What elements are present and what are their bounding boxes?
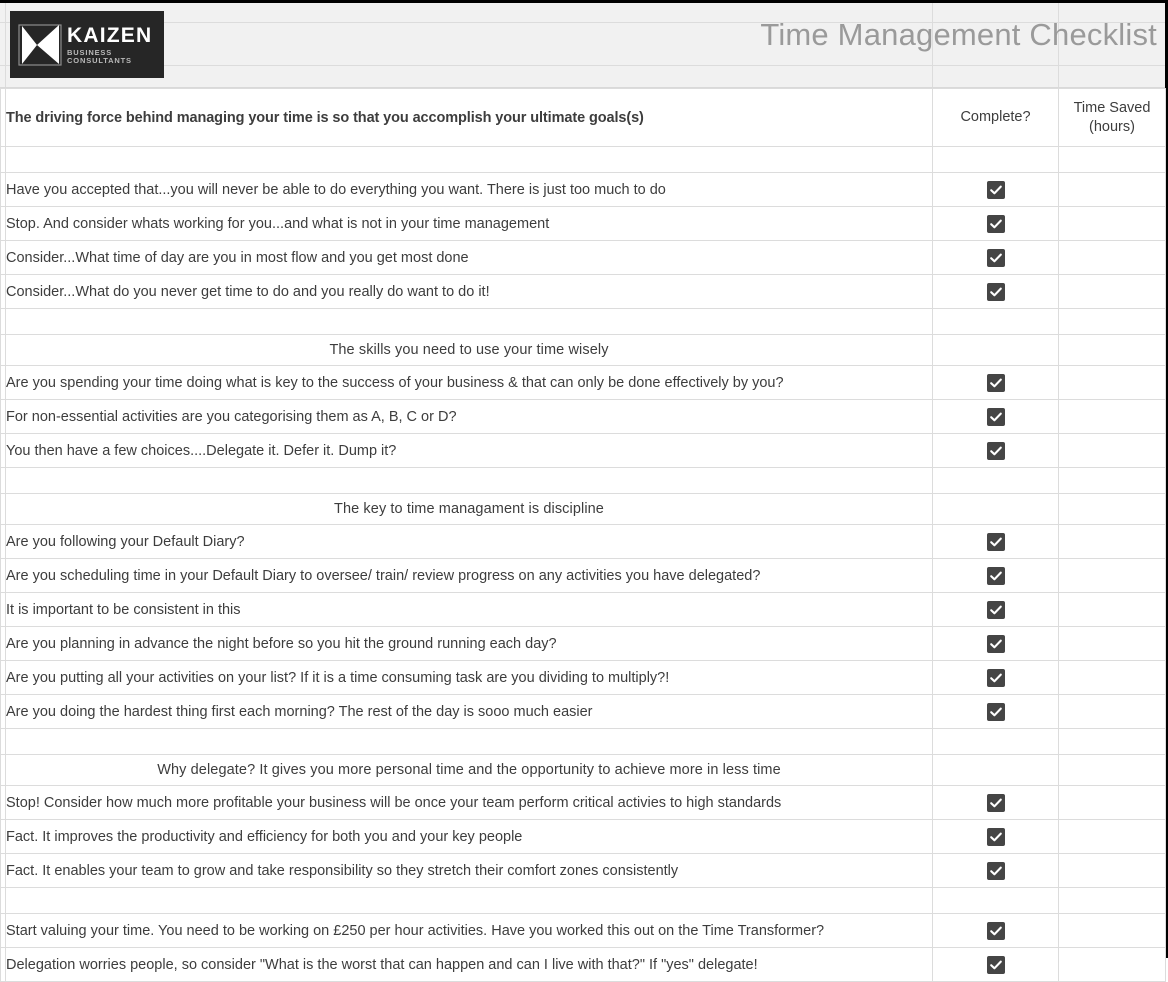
time-saved-cell[interactable] bbox=[1059, 400, 1166, 434]
empty-cell bbox=[6, 309, 933, 335]
checkmark-icon[interactable] bbox=[987, 669, 1005, 687]
spacer-row bbox=[1, 309, 1166, 335]
complete-checkbox-cell[interactable] bbox=[933, 854, 1059, 888]
checklist-item-text[interactable]: Stop. And consider whats working for you...and what is not in your time management bbox=[6, 207, 933, 241]
checklist-row bbox=[1, 525, 1166, 559]
time-saved-cell[interactable] bbox=[1059, 434, 1166, 468]
complete-checkbox-cell[interactable] bbox=[933, 434, 1059, 468]
section-blank-time bbox=[1059, 335, 1166, 366]
time-saved-cell[interactable] bbox=[1059, 525, 1166, 559]
section-blank-time bbox=[1059, 755, 1166, 786]
empty-cell bbox=[933, 729, 1059, 755]
time-saved-cell[interactable] bbox=[1059, 695, 1166, 729]
complete-checkbox-cell[interactable] bbox=[933, 948, 1059, 982]
time-saved-line-2: (hours) bbox=[1089, 118, 1135, 135]
section-blank-complete bbox=[933, 755, 1059, 786]
checklist-row bbox=[1, 854, 1166, 888]
checklist-item-text[interactable]: Fact. It improves the productivity and efficiency for both you and your key people bbox=[6, 820, 933, 854]
complete-checkbox-cell[interactable] bbox=[933, 914, 1059, 948]
checkmark-icon[interactable] bbox=[987, 828, 1005, 846]
document-banner bbox=[0, 3, 1165, 88]
checkmark-icon[interactable] bbox=[987, 181, 1005, 199]
time-saved-cell[interactable] bbox=[1059, 275, 1166, 309]
time-saved-cell[interactable] bbox=[1059, 914, 1166, 948]
column-header-complete: Complete? bbox=[933, 89, 1059, 147]
checkmark-icon[interactable] bbox=[987, 283, 1005, 301]
time-saved-cell[interactable] bbox=[1059, 241, 1166, 275]
driving-force-statement: The driving force behind managing your time is so that you accomplish your ultimate goals(s) bbox=[6, 89, 933, 147]
time-saved-line-1: Time Saved bbox=[1073, 100, 1151, 117]
column-header-time-saved bbox=[1059, 89, 1166, 147]
checklist-item-text[interactable]: Consider...What time of day are you in most flow and you get most done bbox=[6, 241, 933, 275]
empty-cell bbox=[933, 888, 1059, 914]
table-header-row bbox=[1, 89, 1166, 147]
spacer-row bbox=[1, 888, 1166, 914]
section-heading-row bbox=[1, 335, 1166, 366]
section-blank-complete bbox=[933, 494, 1059, 525]
empty-cell bbox=[1059, 147, 1166, 173]
empty-cell bbox=[6, 147, 933, 173]
checklist-item-text[interactable]: Fact. It enables your team to grow and take responsibility so they stretch their comfort zones consistently bbox=[6, 854, 933, 888]
checklist-item-text[interactable]: Are you spending your time doing what is key to the success of your business & that can only be done effectively by you? bbox=[6, 366, 933, 400]
section-heading: The skills you need to use your time wisely bbox=[6, 335, 933, 366]
section-heading-row bbox=[1, 494, 1166, 525]
checklist-row bbox=[1, 661, 1166, 695]
kaizen-brand-name: KAIZEN bbox=[67, 24, 153, 47]
checkmark-icon[interactable] bbox=[987, 567, 1005, 585]
complete-checkbox-cell[interactable] bbox=[933, 627, 1059, 661]
checklist-item-text[interactable]: Are you putting all your activities on your list? If it is a time consuming task are you dividing to multiply?! bbox=[6, 661, 933, 695]
checklist-row bbox=[1, 207, 1166, 241]
checkmark-icon[interactable] bbox=[987, 635, 1005, 653]
time-saved-cell[interactable] bbox=[1059, 627, 1166, 661]
time-saved-cell[interactable] bbox=[1059, 786, 1166, 820]
checklist-item-text[interactable]: Consider...What do you never get time to do and you really do want to do it! bbox=[6, 275, 933, 309]
checklist-table bbox=[0, 88, 1166, 982]
spacer-row bbox=[1, 468, 1166, 494]
checkmark-icon[interactable] bbox=[987, 215, 1005, 233]
time-saved-cell[interactable] bbox=[1059, 366, 1166, 400]
checklist-item-text[interactable]: Have you accepted that...you will never be able to do everything you want. There is just too much to do bbox=[6, 173, 933, 207]
checklist-row bbox=[1, 820, 1166, 854]
complete-checkbox-cell[interactable] bbox=[933, 207, 1059, 241]
checklist-row bbox=[1, 914, 1166, 948]
checkmark-icon[interactable] bbox=[987, 408, 1005, 426]
complete-checkbox-cell[interactable] bbox=[933, 400, 1059, 434]
checklist-row bbox=[1, 434, 1166, 468]
checklist-row bbox=[1, 627, 1166, 661]
checkmark-icon[interactable] bbox=[987, 922, 1005, 940]
checklist-item-text[interactable]: Are you doing the hardest thing first each morning? The rest of the day is sooo much easier bbox=[6, 695, 933, 729]
time-saved-cell[interactable] bbox=[1059, 820, 1166, 854]
document-title: Time Management Checklist bbox=[760, 17, 1157, 52]
checklist-row bbox=[1, 366, 1166, 400]
checkmark-icon[interactable] bbox=[987, 533, 1005, 551]
banner-gridline-2 bbox=[0, 65, 1165, 66]
checklist-item-text[interactable]: For non-essential activities are you categorising them as A, B, C or D? bbox=[6, 400, 933, 434]
complete-checkbox-cell[interactable] bbox=[933, 559, 1059, 593]
empty-cell bbox=[1059, 888, 1166, 914]
checklist-row bbox=[1, 948, 1166, 982]
checklist-item-text[interactable]: Are you following your Default Diary? bbox=[6, 525, 933, 559]
checkmark-icon[interactable] bbox=[987, 703, 1005, 721]
checklist-row bbox=[1, 786, 1166, 820]
time-saved-cell[interactable] bbox=[1059, 173, 1166, 207]
complete-checkbox-cell[interactable] bbox=[933, 241, 1059, 275]
section-blank-time bbox=[1059, 494, 1166, 525]
checkmark-icon[interactable] bbox=[987, 249, 1005, 267]
checklist-body bbox=[1, 89, 1166, 982]
time-saved-cell[interactable] bbox=[1059, 207, 1166, 241]
checklist-item-text[interactable]: It is important to be consistent in this bbox=[6, 593, 933, 627]
empty-cell bbox=[1059, 729, 1166, 755]
checkmark-icon[interactable] bbox=[987, 374, 1005, 392]
kaizen-k-mark-icon bbox=[18, 23, 62, 67]
section-blank-complete bbox=[933, 335, 1059, 366]
empty-cell bbox=[933, 468, 1059, 494]
complete-checkbox-cell[interactable] bbox=[933, 525, 1059, 559]
checklist-item-text[interactable]: Delegation worries people, so consider "What is the worst that can happen and can I live with that?" If "yes" delegate! bbox=[6, 948, 933, 982]
complete-checkbox-cell[interactable] bbox=[933, 786, 1059, 820]
complete-checkbox-cell[interactable] bbox=[933, 173, 1059, 207]
time-saved-cell[interactable] bbox=[1059, 559, 1166, 593]
checklist-item-text[interactable]: Are you planning in advance the night before so you hit the ground running each day? bbox=[6, 627, 933, 661]
complete-checkbox-cell[interactable] bbox=[933, 275, 1059, 309]
section-heading: Why delegate? It gives you more personal time and the opportunity to achieve more in less time bbox=[6, 755, 933, 786]
checklist-item-text[interactable]: You then have a few choices....Delegate it. Defer it. Dump it? bbox=[6, 434, 933, 468]
kaizen-logo bbox=[10, 11, 164, 78]
checkmark-icon[interactable] bbox=[987, 862, 1005, 880]
complete-checkbox-cell[interactable] bbox=[933, 661, 1059, 695]
kaizen-tagline: BUSINESS CONSULTANTS bbox=[67, 48, 132, 65]
checklist-row bbox=[1, 173, 1166, 207]
section-heading: The key to time managament is discipline bbox=[6, 494, 933, 525]
complete-checkbox-cell[interactable] bbox=[933, 820, 1059, 854]
empty-cell bbox=[1059, 309, 1166, 335]
checkmark-icon[interactable] bbox=[987, 794, 1005, 812]
time-saved-cell[interactable] bbox=[1059, 948, 1166, 982]
checkmark-icon[interactable] bbox=[987, 442, 1005, 460]
checklist-item-text[interactable]: Are you scheduling time in your Default Diary to oversee/ train/ review progress on any activities you have delegated? bbox=[6, 559, 933, 593]
checkmark-icon[interactable] bbox=[987, 956, 1005, 974]
checklist-row bbox=[1, 241, 1166, 275]
complete-checkbox-cell[interactable] bbox=[933, 366, 1059, 400]
empty-cell bbox=[933, 309, 1059, 335]
empty-cell bbox=[6, 468, 933, 494]
section-heading-row bbox=[1, 755, 1166, 786]
kaizen-logo-text bbox=[67, 25, 164, 64]
time-saved-cell[interactable] bbox=[1059, 593, 1166, 627]
checklist-row bbox=[1, 559, 1166, 593]
checklist-row bbox=[1, 593, 1166, 627]
time-saved-cell[interactable] bbox=[1059, 661, 1166, 695]
checklist-row bbox=[1, 275, 1166, 309]
empty-cell bbox=[933, 147, 1059, 173]
spacer-row bbox=[1, 147, 1166, 173]
complete-checkbox-cell[interactable] bbox=[933, 593, 1059, 627]
checklist-item-text[interactable]: Stop! Consider how much more profitable your business will be once your team perform critical activies to high standards bbox=[6, 786, 933, 820]
empty-cell bbox=[1059, 468, 1166, 494]
time-saved-cell[interactable] bbox=[1059, 854, 1166, 888]
checklist-row bbox=[1, 695, 1166, 729]
checklist-item-text[interactable]: Start valuing your time. You need to be working on £250 per hour activities. Have you worked this out on the Time Transformer? bbox=[6, 914, 933, 948]
banner-gridline-v0 bbox=[5, 3, 6, 87]
empty-cell bbox=[6, 729, 933, 755]
complete-checkbox-cell[interactable] bbox=[933, 695, 1059, 729]
empty-cell bbox=[6, 888, 933, 914]
checkmark-icon[interactable] bbox=[987, 601, 1005, 619]
checklist-row bbox=[1, 400, 1166, 434]
spacer-row bbox=[1, 729, 1166, 755]
